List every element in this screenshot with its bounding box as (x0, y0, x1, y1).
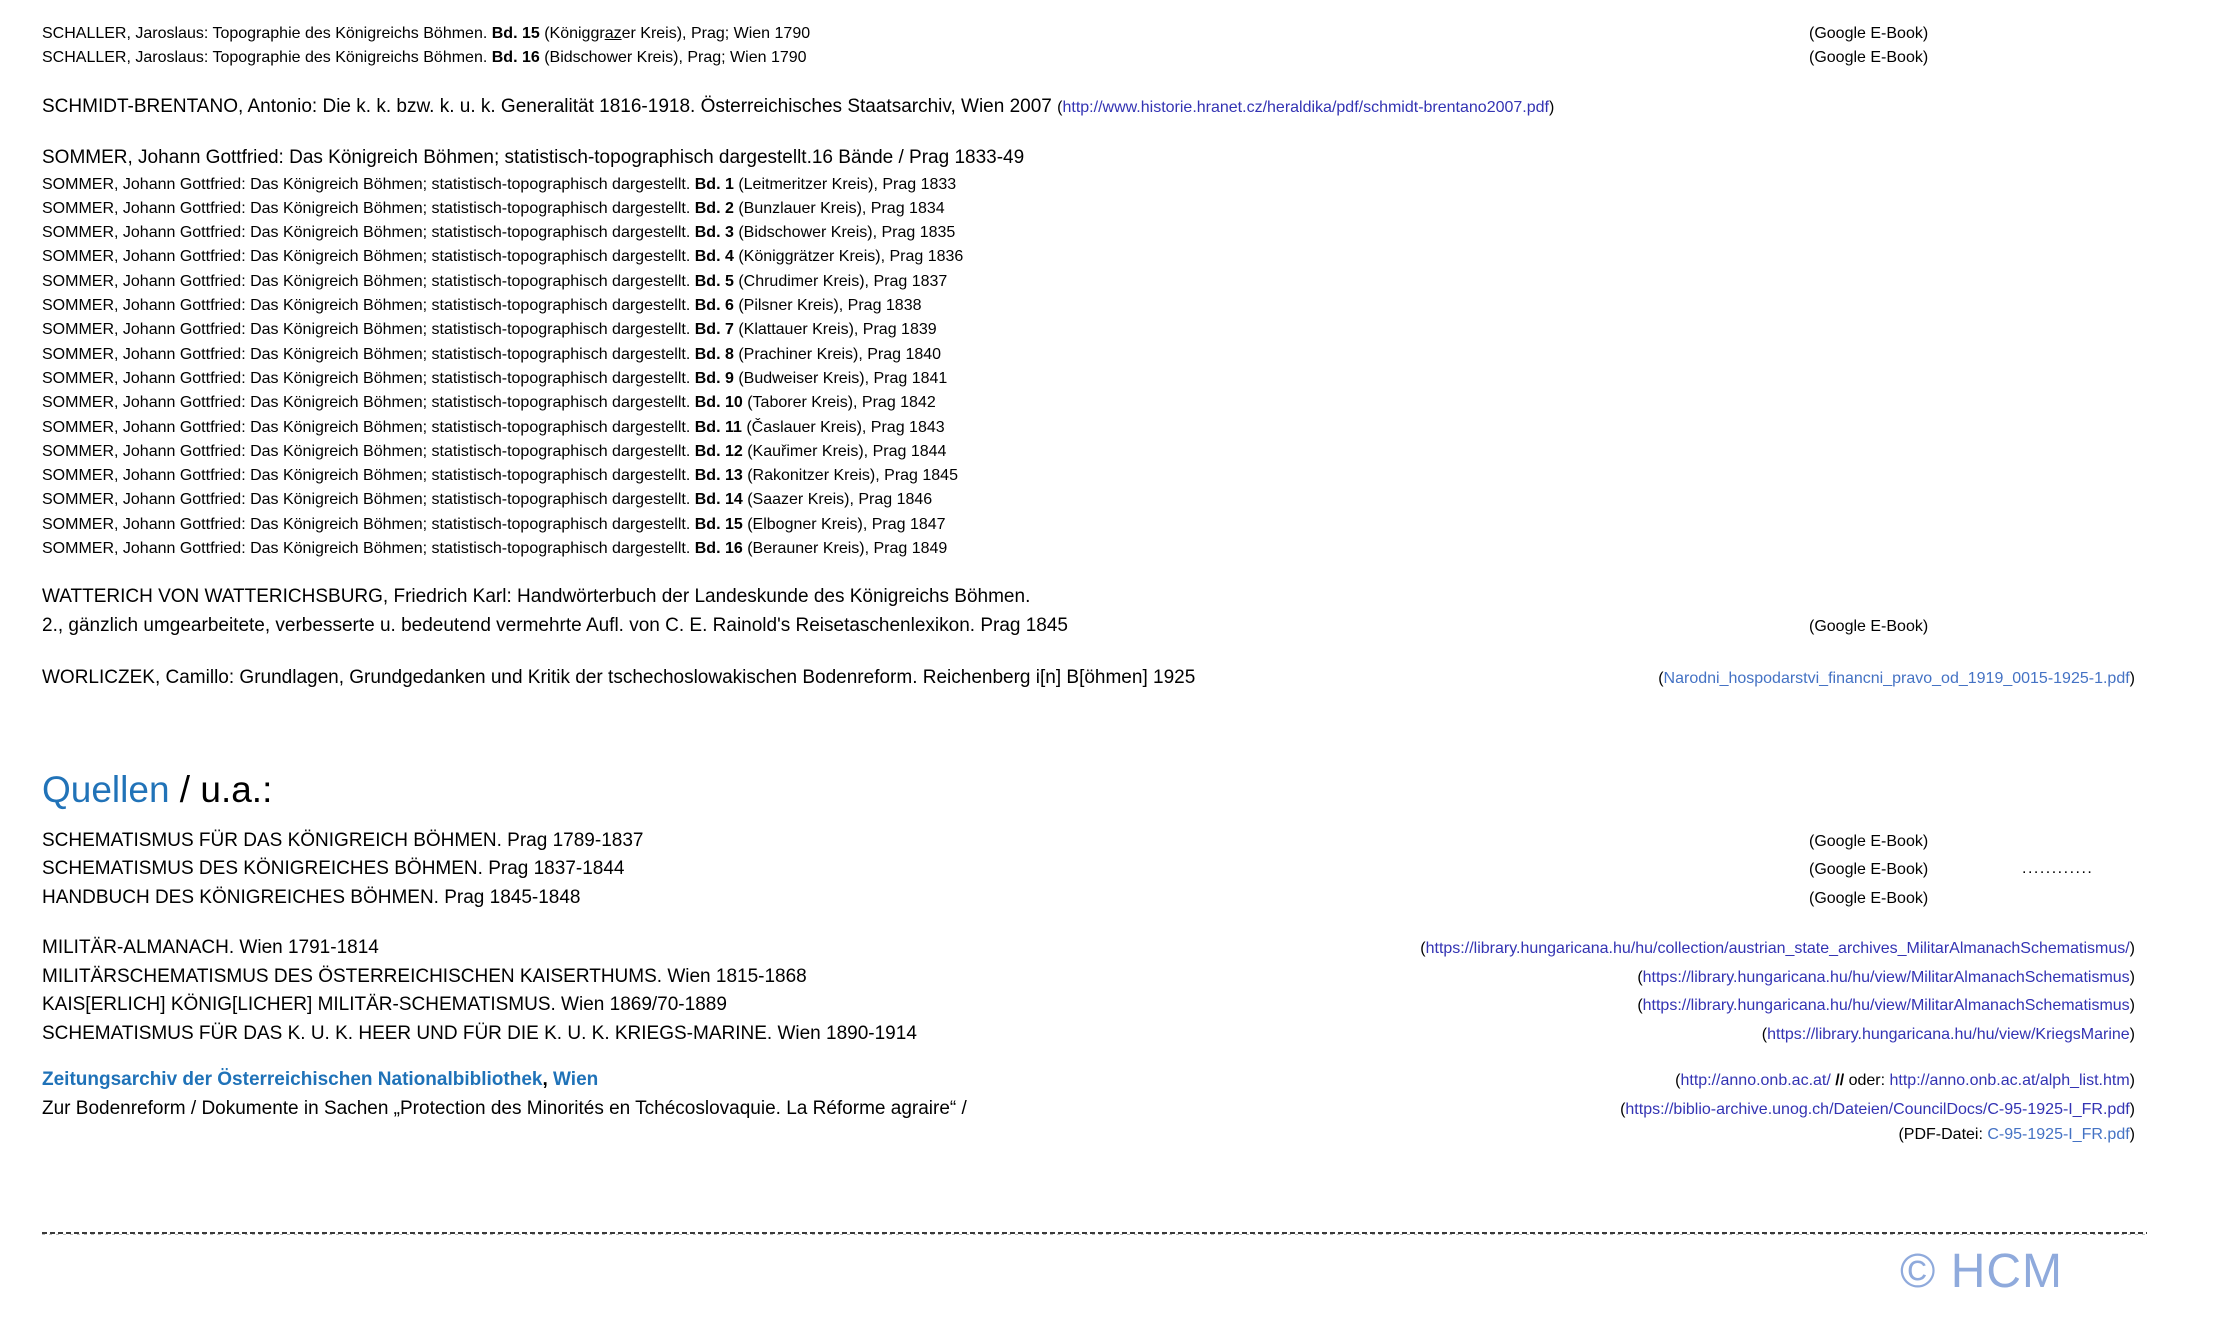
ebook-label (1809, 22, 1928, 46)
text-segment: az (604, 25, 622, 42)
text-segment: Quellen (42, 768, 170, 810)
text-segment: Bd. 11 (694, 418, 747, 436)
text-segment: (Berauner Kreis), Prag 1849 (747, 540, 948, 558)
text-segment: Wien (553, 1069, 599, 1091)
text-segment: Zeitungsarchiv der Österreichischen Nationalbibliothek (42, 1069, 543, 1091)
right-column-cell (1420, 934, 2135, 964)
text-segment: ( (1637, 968, 1643, 986)
hcm-watermark: © HCM (1899, 1244, 2063, 1298)
bib-entry-sommer-8 (42, 343, 2135, 367)
text-segment: SCHMIDT-BRENTANO, Antonio: Die k. k. bzw. k. u. k. Generalität 1816-1918. Österreichisches Staatsarchiv, Wien 2007 (42, 95, 1058, 117)
text-segment: (Königgrätzer Kreis), Prag 1836 (738, 248, 964, 266)
right-column-cell (1637, 991, 2135, 1021)
text-segment: ) (2129, 940, 2135, 958)
bib-entry-sommer-2 (42, 197, 2135, 221)
bib-entry-schmidt-brentano (42, 93, 2135, 123)
text-segment: SCHEMATISMUS FÜR DAS K. U. K. HEER UND FÜR DIE K. U. K. KRIEGS-MARINE. Wien 1890-1914 (42, 1022, 917, 1044)
text-segment: SOMMER, Johann Gottfried: Das Königreich Böhmen; statistisch-topographisch dargestellt. (42, 418, 695, 436)
text-segment: (Leitmeritzer Kreis), Prag 1833 (738, 175, 957, 193)
text-segment: Bd. 2 (694, 199, 739, 217)
bib-entry-sommer-10 (42, 391, 2135, 415)
bib-entry-sommer-12 (42, 440, 2135, 464)
text-segment: SOMMER, Johann Gottfried: Das Königreich Böhmen; statistisch-topographisch dargestellt. (42, 272, 695, 290)
source-schematismus-kuk-heer (42, 1020, 2135, 1049)
right-column-cell (1637, 963, 2135, 993)
hyperlink[interactable]: https://biblio-archive.unog.ch/Dateien/CouncilDocs/C-95-1925-I_FR.pdf (1625, 1100, 2130, 1118)
source-schematismus-koenigreiches (42, 855, 2135, 884)
ebook-label (1809, 827, 1928, 857)
text-segment: SOMMER, Johann Gottfried: Das Königreich Böhmen; statistisch-topographisch dargestellt. (42, 467, 695, 485)
text-segment: ) (2129, 1126, 2135, 1144)
text-segment: Bd. 14 (694, 491, 748, 509)
text-segment: Bd. 3 (694, 224, 739, 242)
spacer (42, 71, 2135, 93)
spacer (42, 640, 2135, 664)
text-segment: (Časlauer Kreis), Prag 1843 (746, 418, 945, 436)
bib-entry-watterich-line1 (42, 583, 2135, 612)
text-segment: (Bidschower Kreis), Prag 1835 (738, 224, 956, 242)
right-column-cell (1898, 1123, 2135, 1147)
text-segment: (Google E-Book) (1809, 49, 1929, 67)
source-schematismus-koenigreich (42, 827, 2135, 856)
text-segment: MILITÄRSCHEMATISMUS DES ÖSTERREICHISCHEN KAISERTHUMS. Wien 1815-1868 (42, 965, 807, 987)
text-segment: ( (1637, 997, 1643, 1015)
text-segment: oder: (1848, 1072, 1890, 1090)
bib-entry-sommer-14 (42, 488, 2135, 512)
bib-entry-sommer-header (42, 144, 2135, 173)
text-segment: (Saazer Kreis), Prag 1846 (747, 491, 933, 509)
text-segment: SOMMER, Johann Gottfried: Das Königreich Böhmen; statistisch-topographisch dargestellt. (42, 515, 695, 533)
spacer (42, 561, 2135, 583)
bib-entry-sommer-13 (42, 464, 2135, 488)
text-segment: WORLICZEK, Camillo: Grundlagen, Grundgedanken und Kritik der tschechoslowakischen Bodenreform. Reichenberg i[n] B[öhmen] 1925 (42, 667, 1196, 689)
text-segment: (Prachiner Kreis), Prag 1840 (738, 345, 942, 363)
text-segment: Zur Bodenreform / Dokumente in Sachen „Protection des Minorités en Tchécoslovaquie. La Réforme agraire“ / (42, 1097, 967, 1119)
bib-entry-schaller-bd16 (42, 46, 2135, 70)
text-segment: (Chrudimer Kreis), Prag 1837 (738, 272, 948, 290)
bib-entry-worliczek (42, 664, 2135, 693)
text-segment: Bd. 16 (694, 540, 748, 558)
text-segment: (Kauřimer Kreis), Prag 1844 (747, 442, 947, 460)
text-segment: (Pilsner Kreis), Prag 1838 (738, 297, 922, 315)
hyperlink[interactable]: http://anno.onb.ac.at/ (1680, 1072, 1831, 1090)
bib-entry-sommer-7 (42, 318, 2135, 342)
source-zeitungsarchiv (42, 1066, 2135, 1095)
right-column-cell (1762, 1020, 2135, 1050)
bibliography-document (42, 0, 2135, 1301)
text-segment: Bd. 13 (694, 467, 748, 485)
text-segment: (Google E-Book) (1809, 832, 1929, 850)
text-segment: SOMMER, Johann Gottfried: Das Königreich Böhmen; statistisch-topographisch dargestellt. (42, 345, 695, 363)
hyperlink[interactable]: Narodni_hospodarstvi_financni_pravo_od_1919_0015-1925-1.pdf (1663, 670, 2130, 688)
bib-entry-sommer-5 (42, 270, 2135, 294)
text-segment: Bd. 4 (694, 248, 739, 266)
text-segment: Bd. 8 (694, 345, 739, 363)
text-segment: SOMMER, Johann Gottfried: Das Königreich Böhmen; statistisch-topographisch dargestellt. (42, 297, 695, 315)
text-segment: Bd. 15 (694, 515, 748, 533)
spacer (42, 1048, 2135, 1066)
text-segment: Bd. 10 (694, 394, 748, 412)
bib-entry-sommer-15 (42, 513, 2135, 537)
text-segment: Bd. 1 (694, 175, 739, 193)
text-segment: SOMMER, Johann Gottfried: Das Königreich Böhmen; statistisch-topographisch dargestellt. (42, 369, 695, 387)
text-segment: ) (1548, 98, 1555, 116)
hyperlink[interactable]: https://library.hungaricana.hu/hu/collection/austrian_state_archives_MilitarAlmanachSchematismus/ (1425, 940, 2130, 958)
bib-entry-sommer-11 (42, 416, 2135, 440)
ebook-label (1809, 884, 1928, 914)
spacer (42, 813, 2135, 827)
spacer (42, 912, 2135, 934)
text-segment: (Google E-Book) (1809, 617, 1929, 635)
text-segment: (Königgr (544, 25, 605, 42)
source-bodenreform (42, 1095, 2135, 1124)
text-segment: (Google E-Book) (1809, 889, 1929, 907)
ebook-label (1809, 612, 1928, 642)
text-segment: (Google E-Book) (1809, 25, 1929, 42)
source-militaer-almanach (42, 934, 2135, 963)
text-segment: KAIS[ERLICH] KÖNIG[LICHER] MILITÄR-SCHEMATISMUS. Wien 1869/70-1889 (42, 994, 727, 1016)
hyperlink[interactable]: http://www.historie.hranet.cz/heraldika/pdf/schmidt-brentano2007.pdf (1062, 98, 1549, 116)
spacer (42, 122, 2135, 144)
spacer (42, 1148, 2135, 1232)
text-segment: er Kreis), Prag; Wien 1790 (621, 25, 811, 42)
text-segment: ) (2129, 997, 2135, 1015)
text-segment: HANDBUCH DES KÖNIGREICHES BÖHMEN. Prag 1845-1848 (42, 886, 581, 908)
bib-entry-sommer-4 (42, 245, 2135, 269)
text-segment: SOMMER, Johann Gottfried: Das Königreich Böhmen; statistisch-topographisch dargestellt. (42, 540, 695, 558)
text-segment: ( (1620, 1100, 1626, 1118)
source-handbuch (42, 884, 2135, 913)
section-heading-quellen (42, 767, 2135, 813)
text-segment: ( (1420, 940, 1426, 958)
bib-entry-sommer-6 (42, 294, 2135, 318)
right-column-cell (1620, 1095, 2135, 1125)
text-segment: (Klattauer Kreis), Prag 1839 (738, 321, 937, 339)
text-segment: SCHALLER, Jaroslaus: Topographie des Königreichs Böhmen. (42, 25, 492, 42)
text-segment: (Budweiser Kreis), Prag 1841 (738, 369, 948, 387)
source-pdf-datei (42, 1123, 2135, 1147)
text-segment: Bd. 5 (694, 272, 739, 290)
right-column-cell (1675, 1066, 2135, 1096)
text-segment: Bd. 16 (491, 49, 545, 67)
text-segment: ( (1675, 1072, 1681, 1090)
text-segment: SOMMER, Johann Gottfried: Das Königreich Böhmen; statistisch-topographisch dargestellt. (42, 199, 695, 217)
text-segment: SOMMER, Johann Gottfried: Das Königreich Böhmen; statistisch-topographisch dargestellt. (42, 394, 695, 412)
ebook-label (1809, 855, 1928, 885)
text-segment: ( (1761, 1025, 1768, 1043)
text-segment: Bd. 12 (694, 442, 748, 460)
text-segment: SCHEMATISMUS FÜR DAS KÖNIGREICH BÖHMEN. Prag 1789-1837 (42, 829, 644, 851)
dots-placeholder (2022, 855, 2093, 884)
text-segment: ) (2129, 968, 2135, 986)
text-segment: ) (2129, 1100, 2135, 1118)
source-militaerschematismus (42, 963, 2135, 992)
text-segment: (PDF-Datei: (1898, 1126, 1988, 1144)
text-segment: // (1830, 1072, 1849, 1090)
text-segment: , (542, 1069, 554, 1091)
text-segment: Bd. 15 (491, 25, 545, 42)
text-segment: SCHEMATISMUS DES KÖNIGREICHES BÖHMEN. Prag 1837-1844 (42, 858, 625, 880)
text-segment: WATTERICH VON WATTERICHSBURG, Friedrich Karl: Handwörterbuch der Landeskunde des Königreichs Böhmen. (42, 586, 1031, 608)
bib-entry-sommer-16 (42, 537, 2135, 561)
hyperlink[interactable]: http://anno.onb.ac.at/alph_list.htm (1889, 1072, 2130, 1090)
text-segment: SOMMER, Johann Gottfried: Das Königreich Böhmen; statistisch-topographisch dargestellt. (42, 321, 695, 339)
ebook-label (1809, 46, 1928, 70)
right-column-cell (1658, 664, 2135, 694)
text-segment: MILITÄR-ALMANACH. Wien 1791-1814 (42, 937, 379, 959)
text-segment: ) (2129, 670, 2135, 688)
text-segment: (Google E-Book) (1809, 861, 1929, 879)
hyperlink[interactable]: https://library.hungaricana.hu/hu/view/KriegsMarine (1767, 1025, 2130, 1043)
text-segment: SOMMER, Johann Gottfried: Das Königreich Böhmen; statistisch-topographisch dargestellt. (42, 442, 695, 460)
text-segment: (Rakonitzer Kreis), Prag 1845 (747, 467, 958, 485)
spacer (42, 693, 2135, 767)
text-segment: SOMMER, Johann Gottfried: Das Königreich Böhmen; statistisch-topographisch dargestellt. (42, 491, 695, 509)
text-segment: (Taborer Kreis), Prag 1842 (747, 394, 936, 412)
text-segment: 2., gänzlich umgearbeitete, verbesserte u. bedeutend vermehrte Aufl. von C. E. Rainold's Reisetaschenlexikon. Prag 1845 (42, 614, 1068, 636)
text-segment: ............ (2022, 860, 2094, 878)
bib-entry-sommer-3 (42, 221, 2135, 245)
text-segment: Bd. 7 (694, 321, 739, 339)
hyperlink[interactable]: https://library.hungaricana.hu/hu/view/MilitarAlmanachSchematismus (1642, 997, 2130, 1015)
hyperlink[interactable]: https://library.hungaricana.hu/hu/view/MilitarAlmanachSchematismus (1642, 968, 2130, 986)
dashed-divider (42, 1232, 2147, 1235)
bib-entry-schaller-bd15 (42, 22, 2135, 46)
text-segment: ) (2129, 1025, 2135, 1043)
bib-entry-sommer-1 (42, 173, 2135, 197)
text-segment: (Bidschower Kreis), Prag; Wien 1790 (544, 49, 807, 67)
text-segment: ( (1057, 98, 1063, 116)
text-segment: SOMMER, Johann Gottfried: Das Königreich Böhmen; statistisch-topographisch dargestellt. (42, 224, 695, 242)
text-segment: Bd. 9 (694, 369, 739, 387)
text-segment: SCHALLER, Jaroslaus: Topographie des Königreichs Böhmen. (42, 49, 492, 67)
text-segment: SOMMER, Johann Gottfried: Das Königreich Böhmen; statistisch-topographisch dargestellt. (42, 175, 695, 193)
hyperlink[interactable]: C-95-1925-I_FR.pdf (1987, 1126, 2130, 1144)
bib-entry-sommer-9 (42, 367, 2135, 391)
text-segment: / u.a.: (169, 768, 273, 810)
text-segment: (Bunzlauer Kreis), Prag 1834 (738, 199, 945, 217)
text-segment: SOMMER, Johann Gottfried: Das Königreich Böhmen; statistisch-topographisch dargestellt. (42, 248, 695, 266)
text-segment: SOMMER, Johann Gottfried: Das Königreich Böhmen; statistisch-topographisch dargestellt.16 Bände / Prag 1833-49 (42, 147, 1025, 169)
text-segment: ( (1658, 670, 1664, 688)
text-segment: ) (2129, 1072, 2135, 1090)
bib-entry-watterich-line2 (42, 612, 2135, 641)
text-segment: (Elbogner Kreis), Prag 1847 (747, 515, 946, 533)
source-kais-koenig-militaer (42, 991, 2135, 1020)
text-segment: Bd. 6 (694, 297, 739, 315)
